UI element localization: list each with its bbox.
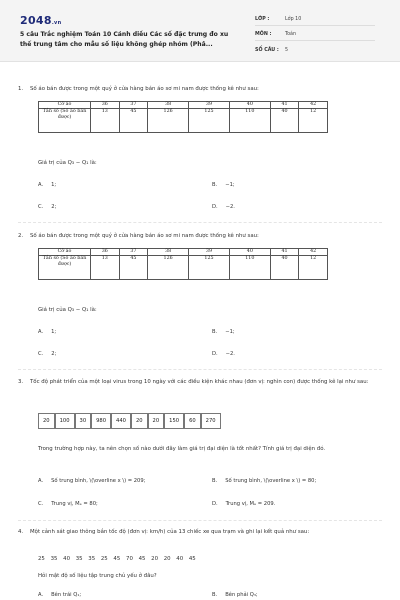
option-text: 1; — [51, 182, 57, 188]
table-cell: 40 — [229, 249, 270, 256]
option-letter: C. — [38, 351, 44, 357]
option-letter: D. — [212, 204, 218, 210]
table-cell: 45 — [119, 109, 148, 133]
table-cell: 45 — [119, 256, 148, 280]
meta-question-count — [255, 48, 288, 53]
table-cell: 42 — [299, 249, 328, 256]
option-letter: B. — [212, 329, 218, 335]
option-letter: B. — [212, 592, 218, 598]
site-logo[interactable] — [20, 14, 61, 27]
table-row — [39, 109, 328, 133]
option-a[interactable] — [38, 478, 145, 484]
option-text: 2; — [51, 351, 57, 357]
option-b[interactable] — [212, 592, 258, 598]
meta-label: MÔN : — [255, 32, 272, 37]
table-cell: 125 — [189, 109, 230, 133]
question-prompt: Trong trường hợp này, ta nên chọn số nào dưới đây làm giá trị đại diện là tốt nhất? Tính giá trị đại diện đó. — [38, 446, 326, 452]
data-value-cell: 270 — [201, 413, 221, 429]
option-text: −1; — [225, 329, 235, 335]
option-d[interactable] — [212, 351, 235, 357]
page-title: 5 câu Trắc nghiệm Toán 10 Cánh diều Các số đặc trưng đo xu thế trung tâm cho mẫu số liệu không ghép nhóm (Phâ... — [20, 31, 229, 48]
table-row — [39, 102, 328, 109]
option-text: Bên trái Q₁; — [51, 592, 82, 598]
table-cell: Cỡ áo — [39, 102, 91, 109]
meta-value: Toán — [285, 32, 297, 37]
table-cell: 37 — [119, 102, 148, 109]
meta-class — [255, 17, 301, 22]
table-cell: 41 — [270, 102, 299, 109]
table-cell: 42 — [299, 102, 328, 109]
table-cell: 126 — [148, 109, 189, 133]
option-a[interactable] — [38, 592, 81, 598]
data-value-cell: 20 — [148, 413, 165, 429]
table-cell: 12 — [299, 256, 328, 280]
table-row — [39, 249, 328, 256]
data-values-row — [38, 413, 221, 429]
page-header — [0, 0, 400, 62]
option-letter: C. — [38, 501, 44, 507]
data-value-cell: 980 — [91, 413, 111, 429]
option-d[interactable] — [212, 501, 275, 507]
option-text: Số trung bình, \(\overline x \) = 209; — [51, 478, 146, 484]
table-cell: 12 — [299, 109, 328, 133]
data-value-cell: 20 — [131, 413, 148, 429]
question-number: 1. — [18, 86, 24, 92]
option-c[interactable] — [38, 204, 56, 210]
option-letter: B. — [212, 182, 218, 188]
question-number: 3. — [18, 379, 24, 385]
table-cell: 36 — [91, 249, 120, 256]
option-letter: C. — [38, 204, 44, 210]
meta-label: LỚP : — [255, 17, 270, 22]
option-text: Bên phải Q₃; — [225, 592, 258, 598]
question-text: Một cảnh sát giao thông bắn tốc độ (đơn vị: km/h) của 13 chiếc xe qua trạm và ghi lại kết quả như sau: — [30, 529, 310, 535]
data-value-cell: 150 — [164, 413, 184, 429]
data-value-cell: 20 — [38, 413, 55, 429]
data-values-line: 25 35 40 35 35 25 45 70 45 20 20 40 45 — [38, 556, 196, 562]
option-text: 2; — [51, 204, 57, 210]
option-text: 1; — [51, 329, 57, 335]
option-a[interactable] — [38, 329, 56, 335]
meta-value: Lớp 10 — [285, 17, 302, 22]
option-d[interactable] — [212, 204, 235, 210]
table-row — [39, 256, 328, 280]
option-letter: D. — [212, 501, 218, 507]
table-cell: 41 — [270, 249, 299, 256]
option-text: −1; — [225, 182, 235, 188]
option-letter: A. — [38, 182, 44, 188]
question-4 — [18, 528, 388, 537]
data-value-cell: 440 — [111, 413, 131, 429]
question-prompt: Hỏi mật độ số liệu tập trung chủ yếu ở đâu? — [38, 573, 157, 579]
frequency-table-1 — [38, 101, 328, 133]
table-cell: 39 — [189, 249, 230, 256]
meta-label: SỐ CÂU : — [255, 48, 279, 53]
table-cell: 40 — [229, 102, 270, 109]
question-number: 4. — [18, 529, 24, 535]
question-text: Số áo bán được trong một quý ở cửa hàng bán áo sơ mi nam được thống kê như sau: — [30, 233, 259, 239]
meta-value: 5 — [285, 48, 289, 53]
question-text: Số áo bán được trong một quý ở cửa hàng bán áo sơ mi nam được thống kê như sau: — [30, 86, 259, 92]
table-cell: 110 — [229, 109, 270, 133]
divider — [18, 222, 382, 223]
option-letter: A. — [38, 592, 44, 598]
question-prompt: Giá trị của Q₃ − Q₁ là: — [38, 307, 97, 313]
table-cell: 13 — [91, 109, 120, 133]
table-cell: 125 — [189, 256, 230, 280]
option-b[interactable] — [212, 478, 316, 484]
data-value-cell: 60 — [184, 413, 201, 429]
table-cell: Tần số (Số áo bán được) — [39, 256, 91, 280]
question-1 — [18, 85, 388, 94]
option-b[interactable] — [212, 329, 235, 335]
question-number: 2. — [18, 233, 24, 239]
frequency-table-2 — [38, 248, 328, 280]
option-text: −2. — [225, 204, 235, 210]
option-c[interactable] — [38, 501, 98, 507]
table-cell: 38 — [148, 102, 189, 109]
divider — [18, 520, 382, 521]
logo-suffix: .vn — [51, 20, 62, 26]
meta-subject — [255, 32, 296, 37]
option-b[interactable] — [212, 182, 235, 188]
logo-text: 2048 — [20, 14, 52, 27]
table-cell: 13 — [91, 256, 120, 280]
question-3 — [18, 378, 388, 387]
table-cell: 110 — [229, 256, 270, 280]
table-cell: 126 — [148, 256, 189, 280]
option-text: Trung vị, Mₑ = 80; — [51, 501, 98, 507]
option-text: Trung vị, Mₑ = 209. — [225, 501, 276, 507]
table-cell: Cỡ áo — [39, 249, 91, 256]
table-cell: 39 — [189, 102, 230, 109]
question-prompt: Giá trị của Q₃ − Q₁ là: — [38, 160, 97, 166]
question-2 — [18, 232, 388, 241]
option-letter: D. — [212, 351, 218, 357]
question-text: Tốc độ phát triển của một loại virus trong 10 ngày với các điều kiện khác nhau (đơn vị: nghìn con) được thống kê lại như sau: — [30, 379, 369, 385]
divider — [18, 369, 382, 370]
option-c[interactable] — [38, 351, 56, 357]
option-a[interactable] — [38, 182, 56, 188]
data-value-cell: 30 — [75, 413, 92, 429]
option-letter: A. — [38, 329, 44, 335]
option-letter: B. — [212, 478, 218, 484]
table-cell: 40 — [270, 256, 299, 280]
table-cell: 38 — [148, 249, 189, 256]
table-cell: Tần số (Số áo bán được) — [39, 109, 91, 133]
option-text: Số trung bình, \(\overline x \) = 80; — [225, 478, 317, 484]
option-text: −2. — [225, 351, 235, 357]
table-cell: 37 — [119, 249, 148, 256]
table-cell: 40 — [270, 109, 299, 133]
option-letter: A. — [38, 478, 44, 484]
data-value-cell: 100 — [55, 413, 75, 429]
table-cell: 36 — [91, 102, 120, 109]
